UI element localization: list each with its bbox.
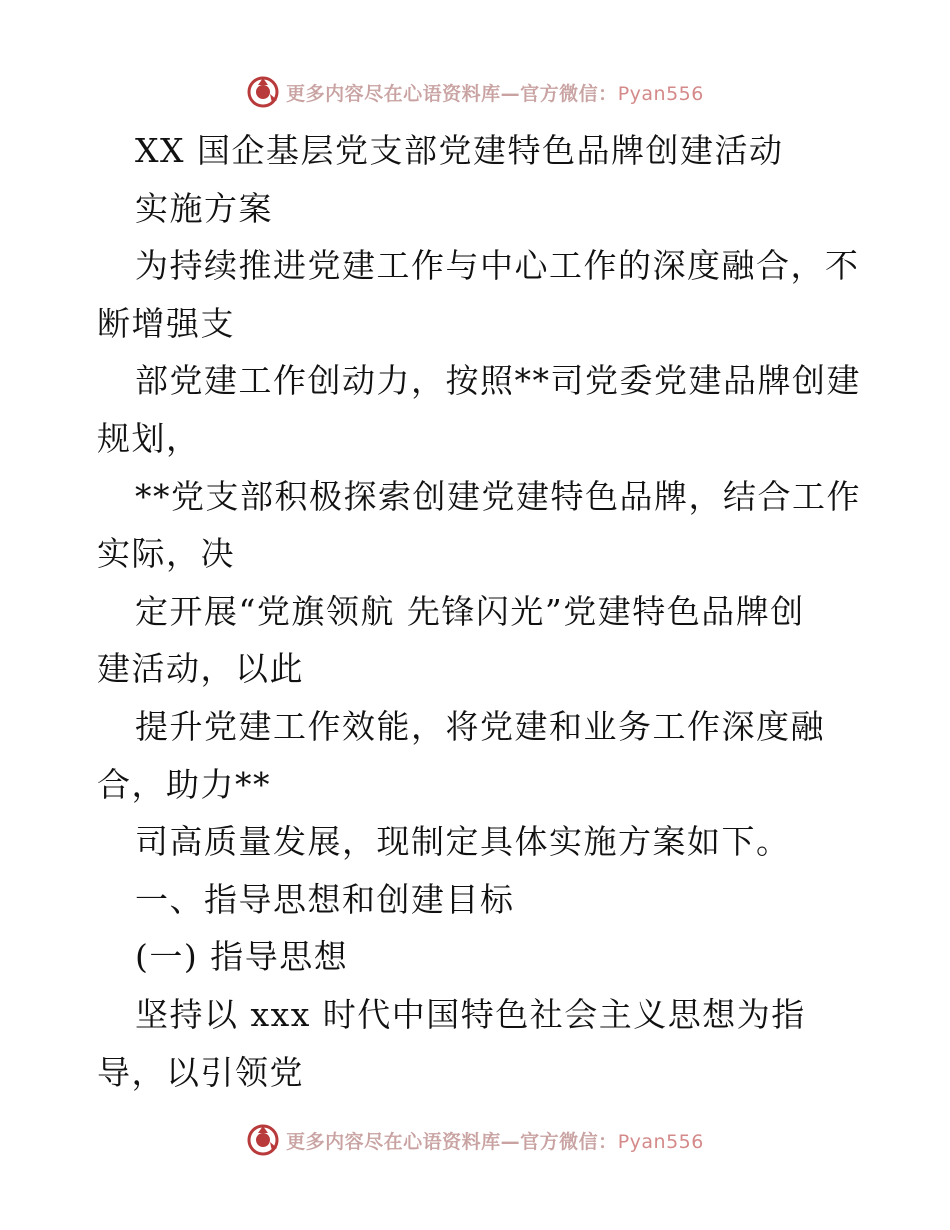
banner-wechat-id: Pyan556: [617, 1130, 704, 1153]
document-line: 断增强支: [97, 303, 235, 343]
document-line: 实施方案: [135, 188, 273, 228]
document-line: 司高质量发展，现制定具体实施方案如下。: [135, 822, 791, 862]
document-line: 导，以引领党: [97, 1052, 304, 1092]
banner-wechat-label: 官方微信：: [520, 1130, 618, 1153]
banner-wechat-label: 官方微信：: [520, 82, 618, 105]
banner-site: 更多内容尽在心语资料库: [286, 82, 501, 105]
document-line: 建活动，以此: [97, 649, 304, 689]
document-line: **党支部积极探索创建党建特色品牌，结合工作: [135, 476, 861, 516]
brand-logo-icon: [246, 75, 280, 109]
document-line: 为持续推进党建工作与中心工作的深度融合，不: [135, 246, 860, 286]
document-line: 部党建工作创动力，按照**司党委党建品牌创建: [135, 361, 861, 401]
document-body: [97, 122, 867, 1101]
footer-banner: [0, 1120, 950, 1160]
document-line: (一) 指导思想: [135, 937, 349, 977]
banner-separator: —: [500, 1130, 521, 1153]
document-line: 规划，: [97, 418, 201, 458]
banner-text: [286, 79, 704, 106]
document-line: 合，助力**: [97, 764, 271, 804]
document-line: 提升党建工作效能，将党建和业务工作深度融: [135, 706, 825, 746]
document-line: 定开展“党旗领航 先锋闪光”党建特色品牌创: [135, 591, 805, 631]
banner-separator: —: [500, 82, 521, 105]
document-line: 坚持以 xxx 时代中国特色社会主义思想为指: [135, 994, 806, 1034]
document-line: XX 国企基层党支部党建特色品牌创建活动: [135, 131, 784, 170]
brand-logo-icon: [246, 1123, 280, 1157]
document-line: 一、指导思想和创建目标: [135, 879, 515, 919]
banner-site: 更多内容尽在心语资料库: [286, 1130, 501, 1153]
banner-text: [286, 1127, 704, 1154]
banner-wechat-id: Pyan556: [617, 82, 704, 105]
header-banner: [0, 72, 950, 112]
document-line: 实际，决: [97, 534, 235, 574]
